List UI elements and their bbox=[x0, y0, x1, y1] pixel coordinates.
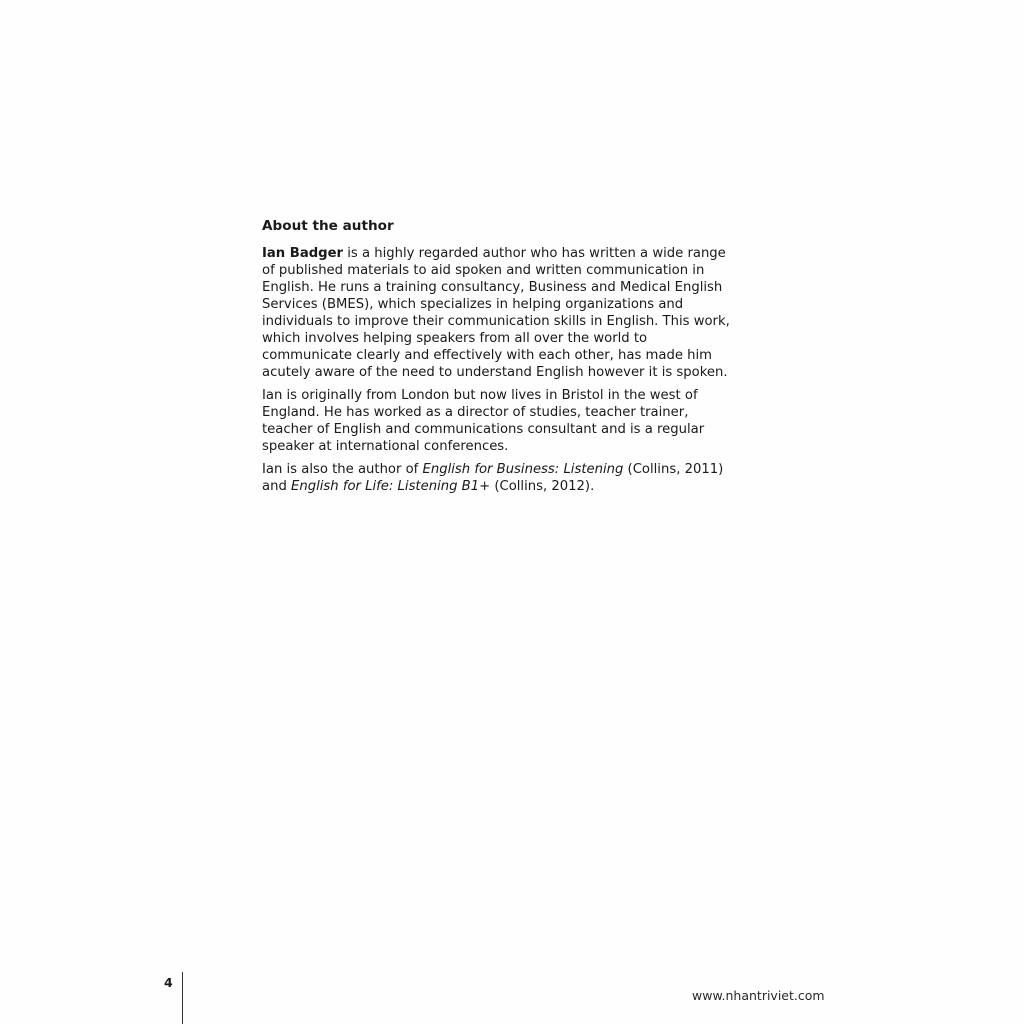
book-title-1: English for Business: Listening bbox=[422, 462, 624, 477]
about-author-section bbox=[262, 218, 732, 501]
author-bio-paragraph bbox=[262, 245, 732, 381]
section-heading: About the author bbox=[262, 218, 394, 234]
books-intro: Ian is also the author of bbox=[262, 462, 423, 477]
author-location-text: Ian is originally from London but now lives in Bristol in the west of England. He has worked as a director of studies, teacher trainer, teacher of English and communications consultant and is a regular speaker at international conferences. bbox=[262, 388, 705, 454]
page-number-divider bbox=[182, 972, 183, 1024]
author-books-paragraph bbox=[262, 461, 732, 495]
author-name: Ian Badger bbox=[262, 246, 344, 261]
book-info-1: (Collins, 2011) and bbox=[262, 462, 724, 494]
book-title-2: English for Life: Listening B1+ bbox=[291, 479, 491, 494]
author-location-paragraph bbox=[262, 387, 732, 455]
book-info-2: (Collins, 2012). bbox=[490, 479, 595, 494]
page-number: 4 bbox=[164, 975, 173, 990]
author-bio-text: is a highly regarded author who has written a wide range of published materials to aid spoken and written communication in English. He runs a training consultancy, Business and Medical English Services (BMES), which specializes in helping organizations and individuals to improve their communication skills in English. This work, which involves helping speakers from all over the world to communicate clearly and effectively with each other, has made him acutely aware of the need to understand English however it is spoken. bbox=[262, 246, 730, 380]
website-watermark: www.nhantriviet.com bbox=[692, 988, 825, 1003]
